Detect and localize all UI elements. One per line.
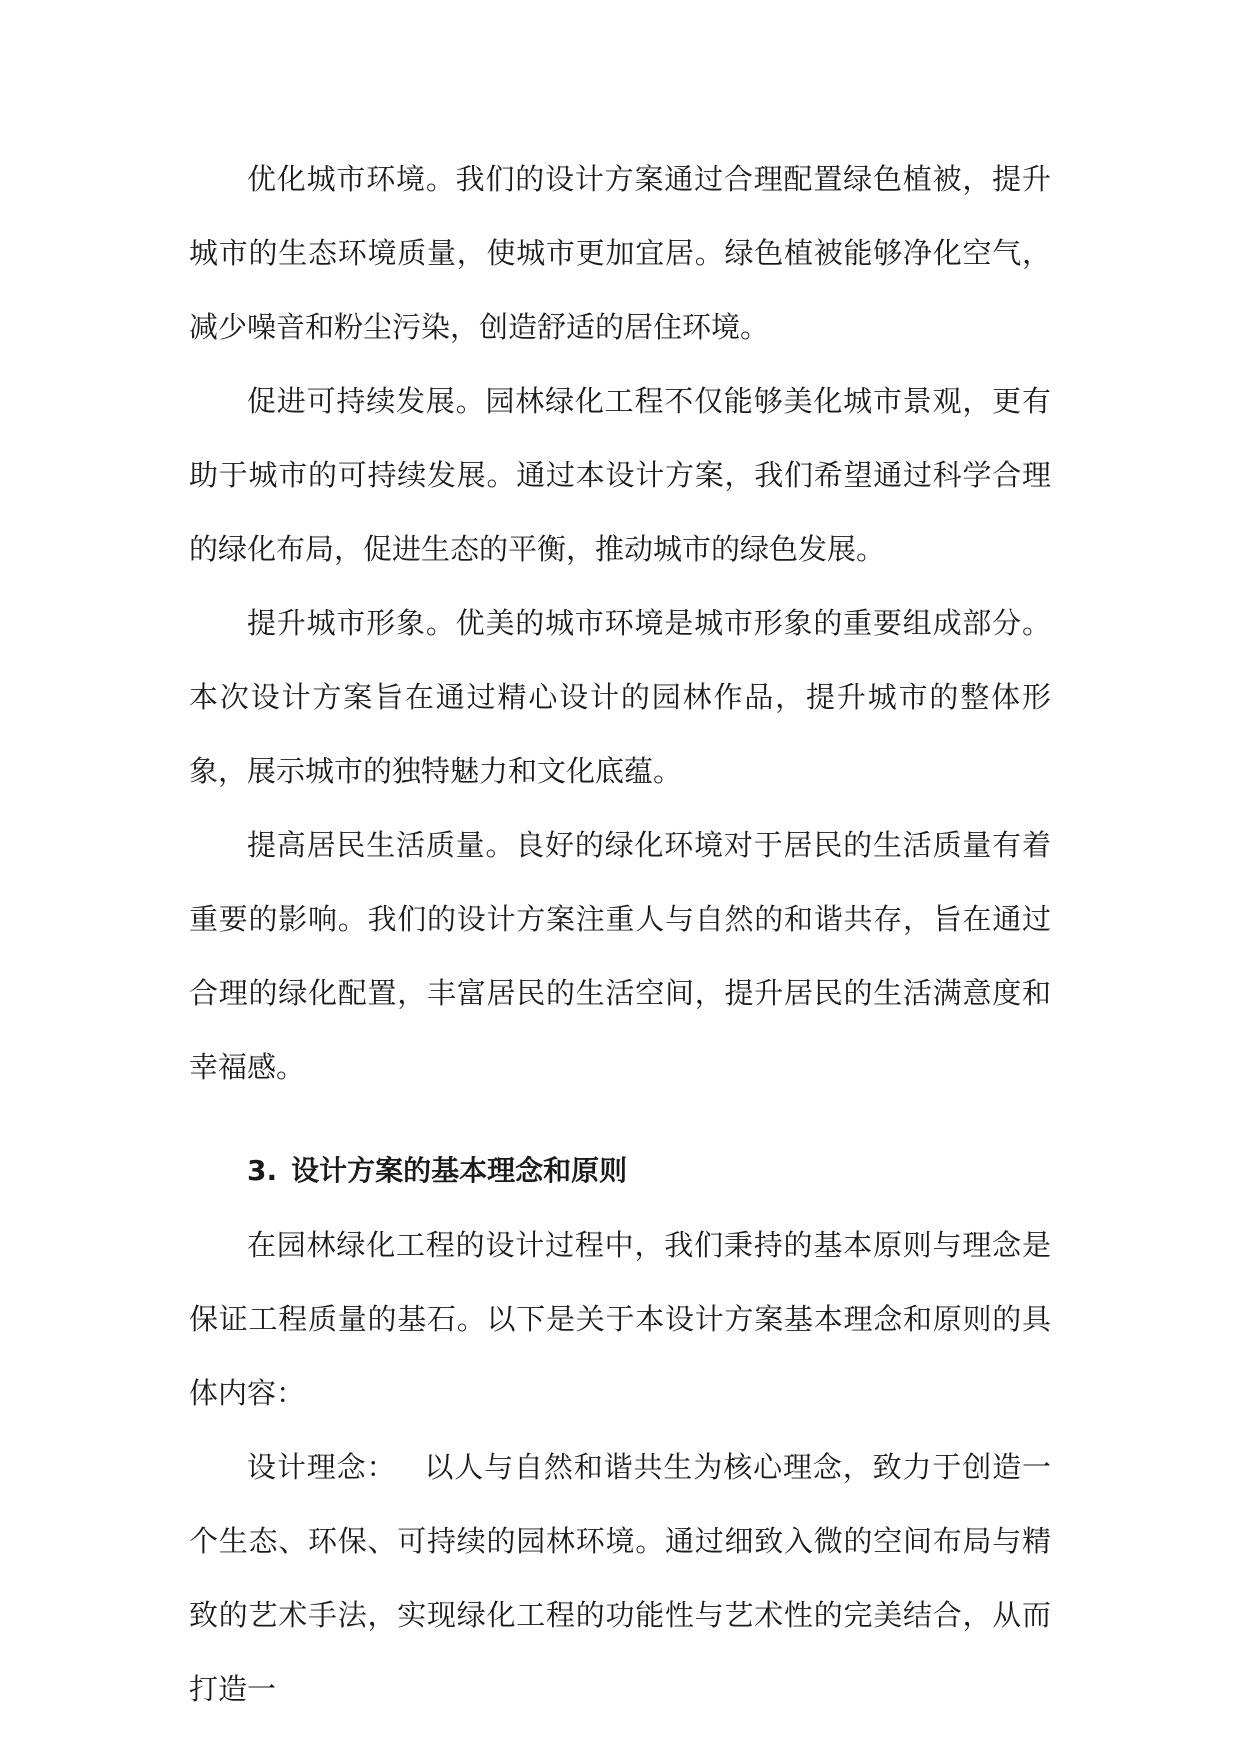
paragraph-city-image: 提升城市形象。优美的城市环境是城市形象的重要组成部分。本次设计方案旨在通过精心设计的园林作品，提升城市的整体形象，展示城市的独特魅力和文化底蕴。 (189, 606, 1051, 788)
section-title: 设计方案的基本理念和原则 (291, 1154, 628, 1187)
design-concept-label: 设计理念： (247, 1450, 397, 1484)
design-concept-text: 以人与自然和谐共生为核心理念，致力于创造一个生态、环保、可持续的园林环境。通过细致入微的空间布局与精致的艺术手法，实现绿化工程的功能性与艺术性的完美结合，从而打造一 (189, 1450, 1051, 1706)
paragraph-quality-of-life: 提高居民生活质量。良好的绿化环境对于居民的生活质量有着重要的影响。我们的设计方案注重人与自然的和谐共存，旨在通过合理的绿化配置，丰富居民的生活空间，提升居民的生活满意度和幸福感。 (189, 828, 1051, 1084)
section-heading (189, 1134, 1051, 1208)
paragraph-principles-intro: 在园林绿化工程的设计过程中，我们秉持的基本原则与理念是保证工程质量的基石。以下是关于本设计方案基本理念和原则的具体内容： (189, 1228, 1051, 1410)
paragraph-sustainable-development: 促进可持续发展。园林绿化工程不仅能够美化城市景观，更有助于城市的可持续发展。通过本设计方案，我们希望通过科学合理的绿化布局，促进生态的平衡，推动城市的绿色发展。 (189, 384, 1051, 566)
paragraph-optimize-environment: 优化城市环境。我们的设计方案通过合理配置绿色植被，提升城市的生态环境质量，使城市更加宜居。绿色植被能够净化空气，减少噪音和粉尘污染，创造舒适的居住环境。 (189, 162, 1051, 344)
paragraph-design-concept (189, 1430, 1051, 1726)
document-body (189, 142, 1051, 1726)
section-number: 3. (247, 1154, 278, 1187)
